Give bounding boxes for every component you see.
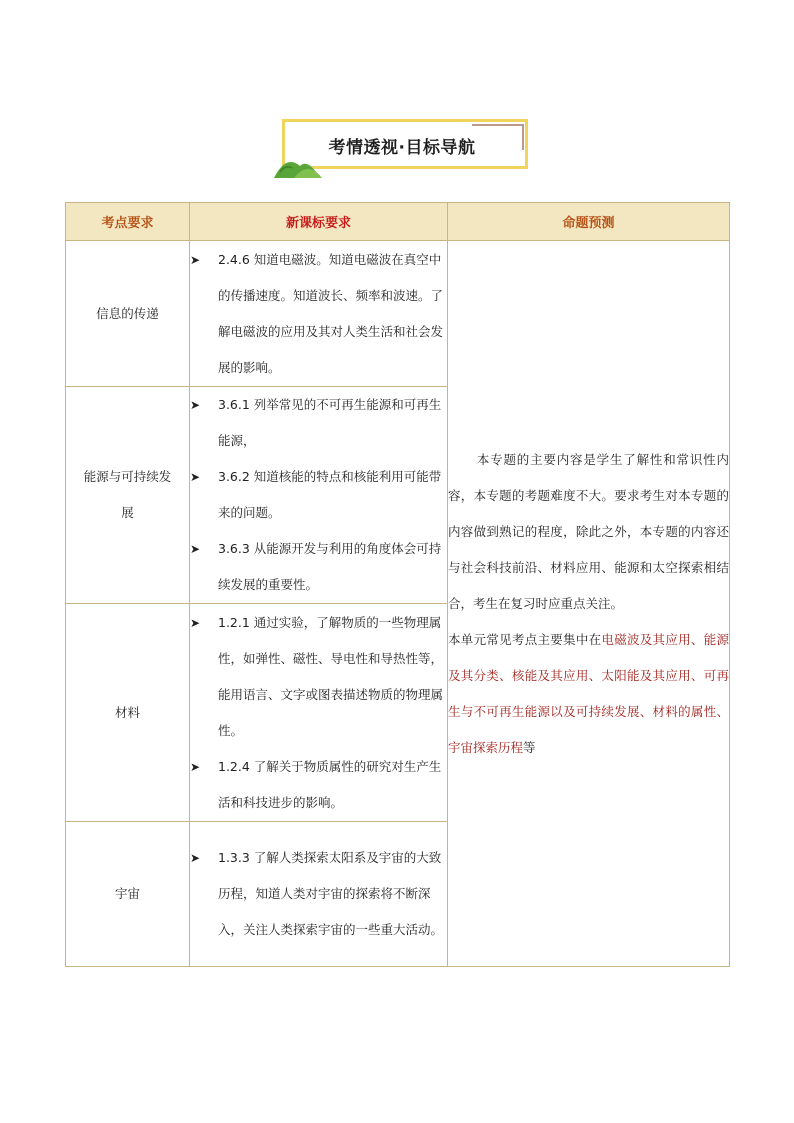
requirement-text: 3.6.3 从能源开发与利用的角度体会可持续发展的重要性。 <box>218 541 442 592</box>
requirement-item <box>190 840 447 948</box>
green-hills-icon <box>272 152 332 178</box>
requirement-cell <box>190 241 448 387</box>
arrow-bullet-icon: ➤ <box>190 252 201 267</box>
prediction-paragraph-1 <box>448 442 729 622</box>
arrow-bullet-icon: ➤ <box>190 759 201 774</box>
requirement-text: 1.2.4 了解关于物质属性的研究对生产生活和科技进步的影响。 <box>218 758 442 810</box>
banner-accent-line-vertical <box>522 124 524 150</box>
requirement-text: 2.4.6 知道电磁波。知道电磁波在真空中的传播速度。知道波长、频率和波速。了解电磁波的应用及其对人类生活和社会发展的影响。 <box>218 251 444 375</box>
topic-cell: 信息的传递 <box>66 241 190 387</box>
arrow-bullet-icon: ➤ <box>190 470 201 484</box>
requirement-item <box>190 387 447 459</box>
exam-analysis-table <box>65 202 730 967</box>
header-curriculum-requirements: 新课标要求 <box>190 203 448 241</box>
requirement-item <box>190 459 447 531</box>
arrow-bullet-icon: ➤ <box>190 398 201 412</box>
header-prediction: 命题预测 <box>448 203 730 241</box>
requirement-cell <box>190 387 448 604</box>
topic-cell: 宇宙 <box>66 822 190 967</box>
requirement-item <box>190 605 447 749</box>
topic-cell: 能源与可持续发展 <box>66 387 190 604</box>
requirement-text: 1.2.1 通过实验，了解物质的一些物理属性，如弹性、磁性、导电性和导热性等，能用语言、文字或图表描述物质的物理属性。 <box>218 614 444 738</box>
requirement-item <box>190 242 447 386</box>
requirement-text: 3.6.2 知道核能的特点和核能利用可能带来的问题。 <box>218 469 442 520</box>
requirement-item <box>190 749 447 821</box>
prediction-cell <box>448 241 730 967</box>
requirement-item <box>190 531 447 603</box>
requirement-text: 3.6.1 列举常见的不可再生能源和可再生能源， <box>218 397 442 448</box>
prediction-text: 本专题的主要内容是学生了解性和常识性内容，本专题的考题难度不大。要求考生对本专题的内容做到熟记的程度，除此之外，本专题的内容还与社会科技前沿、材料应用、能源和太空探索相结合，考生在复习时应重点关注。 <box>448 451 729 611</box>
section-banner <box>272 116 534 178</box>
banner-accent-line <box>472 124 524 126</box>
topic-cell: 材料 <box>66 604 190 822</box>
header-exam-points: 考点要求 <box>66 203 190 241</box>
requirement-text: 1.3.3 了解人类探索太阳系及宇宙的大致历程，知道人类对宇宙的探索将不断深入，关注人类探索宇宙的一些重大活动。 <box>218 850 444 937</box>
requirement-cell <box>190 822 448 967</box>
requirement-cell <box>190 604 448 822</box>
prediction-suffix: 等 <box>523 739 536 755</box>
banner-title: 考情透视·目标导航 <box>328 138 476 158</box>
prediction-prefix: 本单元常见考点主要集中在 <box>448 631 602 647</box>
prediction-highlight: 电磁波及其应用、能源及其分类、核能及其应用、太阳能及其应用、可再生与不可再生能源以及可持续发展、材料的属性、宇宙探索历程 <box>448 631 729 755</box>
arrow-bullet-icon: ➤ <box>190 615 201 630</box>
prediction-paragraph-2 <box>448 622 729 766</box>
arrow-bullet-icon: ➤ <box>190 542 201 556</box>
arrow-bullet-icon: ➤ <box>190 851 201 865</box>
